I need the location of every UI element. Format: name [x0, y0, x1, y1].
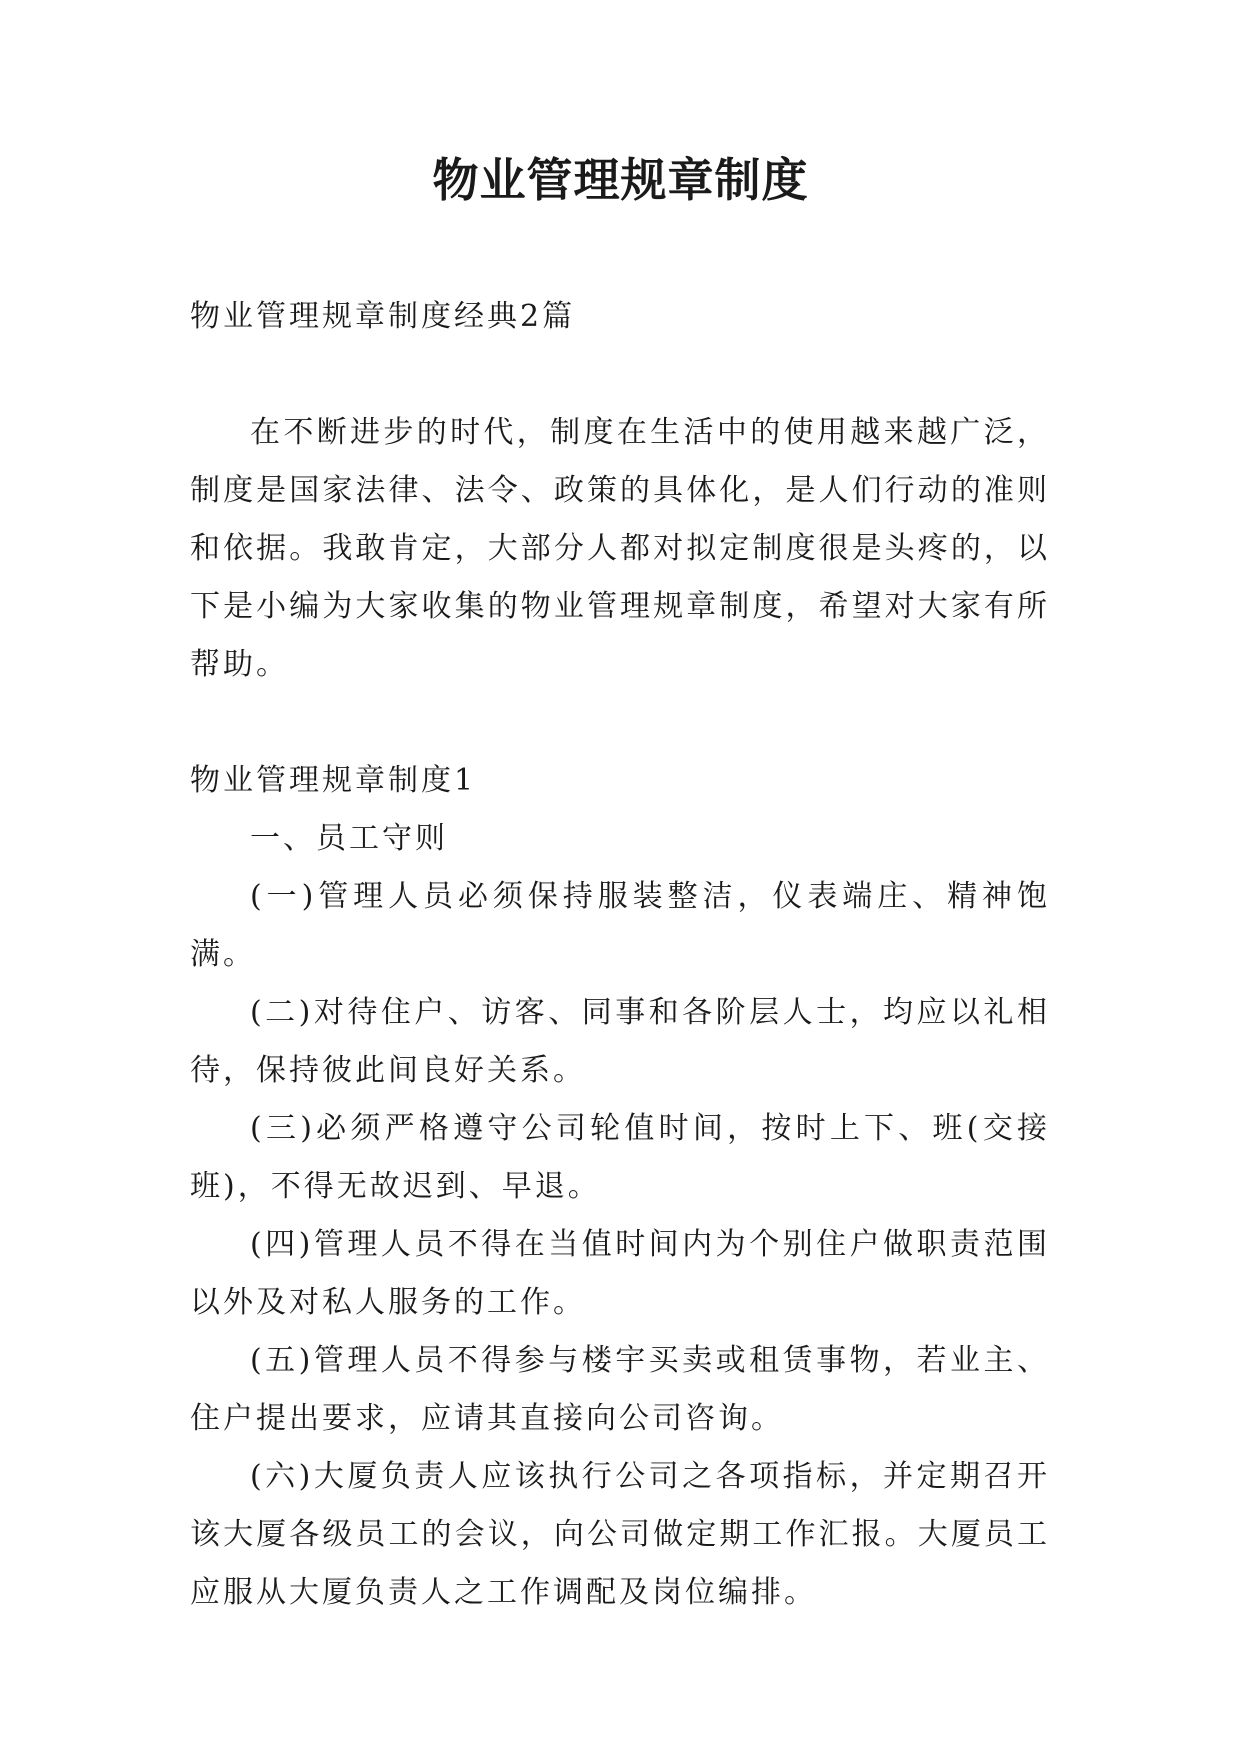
rule-item: (四)管理人员不得在当值时间内为个别住户做职责范围以外及对私人服务的工作。 [190, 1227, 1050, 1320]
rules-heading: 一、员工守则 [250, 821, 448, 856]
rule-item: (二)对待住户、访客、同事和各阶层人士，均应以礼相待，保持彼此间良好关系。 [190, 995, 1050, 1088]
page-title: 物业管理规章制度 [432, 153, 809, 207]
rule-item: (三)必须严格遵守公司轮值时间，按时上下、班(交接班)，不得无故迟到、早退。 [190, 1111, 1050, 1204]
rule-item: (五)管理人员不得参与楼宇买卖或租赁事物，若业主、住户提出要求，应请其直接向公司咨询。 [190, 1343, 1050, 1436]
intro-paragraph: 在不断进步的时代，制度在生活中的使用越来越广泛，制度是国家法律、法令、政策的具体化，是人们行动的准则和依据。我敢肯定，大部分人都对拟定制度很是头疼的，以下是小编为大家收集的物业管理规章制度，希望对大家有所帮助。 [190, 415, 1050, 682]
rule-item: (六)大厦负责人应该执行公司之各项指标，并定期召开该大厦各级员工的会议，向公司做定期工作汇报。大厦员工应服从大厦负责人之工作调配及岗位编排。 [190, 1459, 1050, 1610]
document-subtitle: 物业管理规章制度经典2篇 [190, 299, 576, 334]
section-title: 物业管理规章制度1 [190, 763, 477, 798]
rule-item: (一)管理人员必须保持服装整洁，仪表端庄、精神饱满。 [190, 879, 1050, 972]
rules-list [190, 810, 1050, 1622]
